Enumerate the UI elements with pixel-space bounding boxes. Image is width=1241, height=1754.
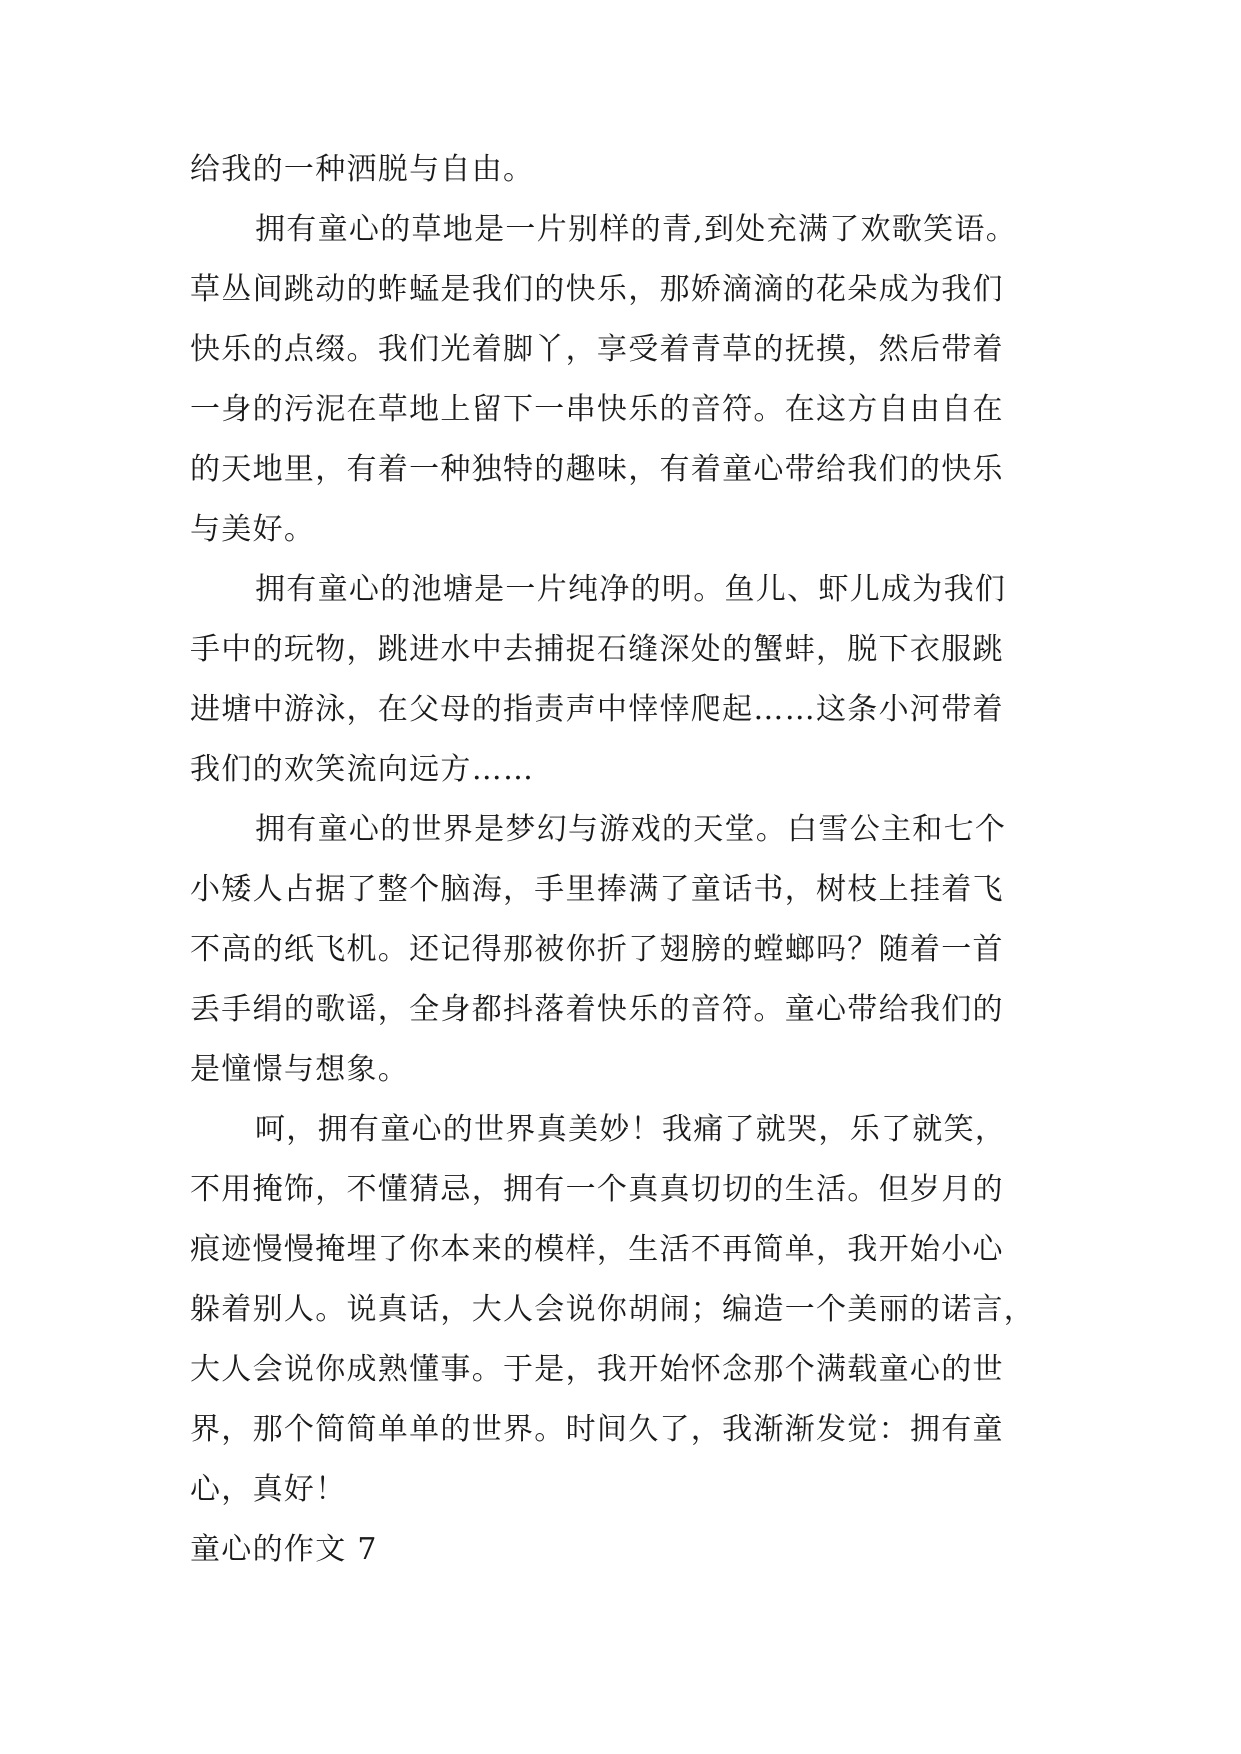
text-line: 我们的欢笑流向远方……	[190, 752, 535, 787]
paragraph-start-line: 拥有童心的池塘是一片纯净的明。鱼儿、虾儿成为我们	[255, 572, 1007, 607]
text-line: 不高的纸飞机。还记得那被你折了翅膀的螳螂吗？随着一首	[190, 932, 1004, 967]
text-line: 是憧憬与想象。	[190, 1052, 410, 1087]
text-line: 小矮人占据了整个脑海，手里捧满了童话书，树枝上挂着飞	[190, 872, 1004, 907]
text-line: 痕迹慢慢掩埋了你本来的模样，生活不再简单，我开始小心	[190, 1232, 1004, 1267]
text-line: 大人会说你成熟懂事。于是，我开始怀念那个满载童心的世	[190, 1352, 1004, 1387]
text-line: 不用掩饰，不懂猜忌，拥有一个真真切切的生活。但岁月的	[190, 1172, 1004, 1207]
text-line: 快乐的点缀。我们光着脚丫，享受着青草的抚摸，然后带着	[190, 332, 1004, 367]
paragraph-start-line: 呵，拥有童心的世界真美妙！我痛了就哭，乐了就笑，	[255, 1112, 1007, 1147]
text-line: 的天地里，有着一种独特的趣味，有着童心带给我们的快乐	[190, 452, 1004, 487]
text-line: 一身的污泥在草地上留下一串快乐的音符。在这方自由自在	[190, 392, 1004, 427]
text-line: 草丛间跳动的蚱蜢是我们的快乐，那娇滴滴的花朵成为我们	[190, 272, 1004, 307]
text-line: 手中的玩物，跳进水中去捕捉石缝深处的蟹蚌，脱下衣服跳	[190, 632, 1004, 667]
paragraph-start-line: 拥有童心的草地是一片别样的青,到处充满了欢歌笑语。	[255, 212, 1018, 247]
paragraph-start-line: 拥有童心的世界是梦幻与游戏的天堂。白雪公主和七个	[255, 812, 1007, 847]
section-heading: 童心的作文 7	[190, 1532, 378, 1567]
text-line: 进塘中游泳，在父母的指责声中悻悻爬起……这条小河带着	[190, 692, 1004, 727]
text-line: 丢手绢的歌谣，全身都抖落着快乐的音符。童心带给我们的	[190, 992, 1004, 1027]
text-line: 躲着别人。说真话，大人会说你胡闹；编造一个美丽的诺言，	[190, 1292, 1036, 1327]
text-line: 心，真好！	[190, 1472, 347, 1507]
text-line: 界，那个简简单单的世界。时间久了，我渐渐发觉：拥有童	[190, 1412, 1004, 1447]
text-line: 给我的一种洒脱与自由。	[190, 152, 535, 187]
text-line: 与美好。	[190, 512, 316, 547]
